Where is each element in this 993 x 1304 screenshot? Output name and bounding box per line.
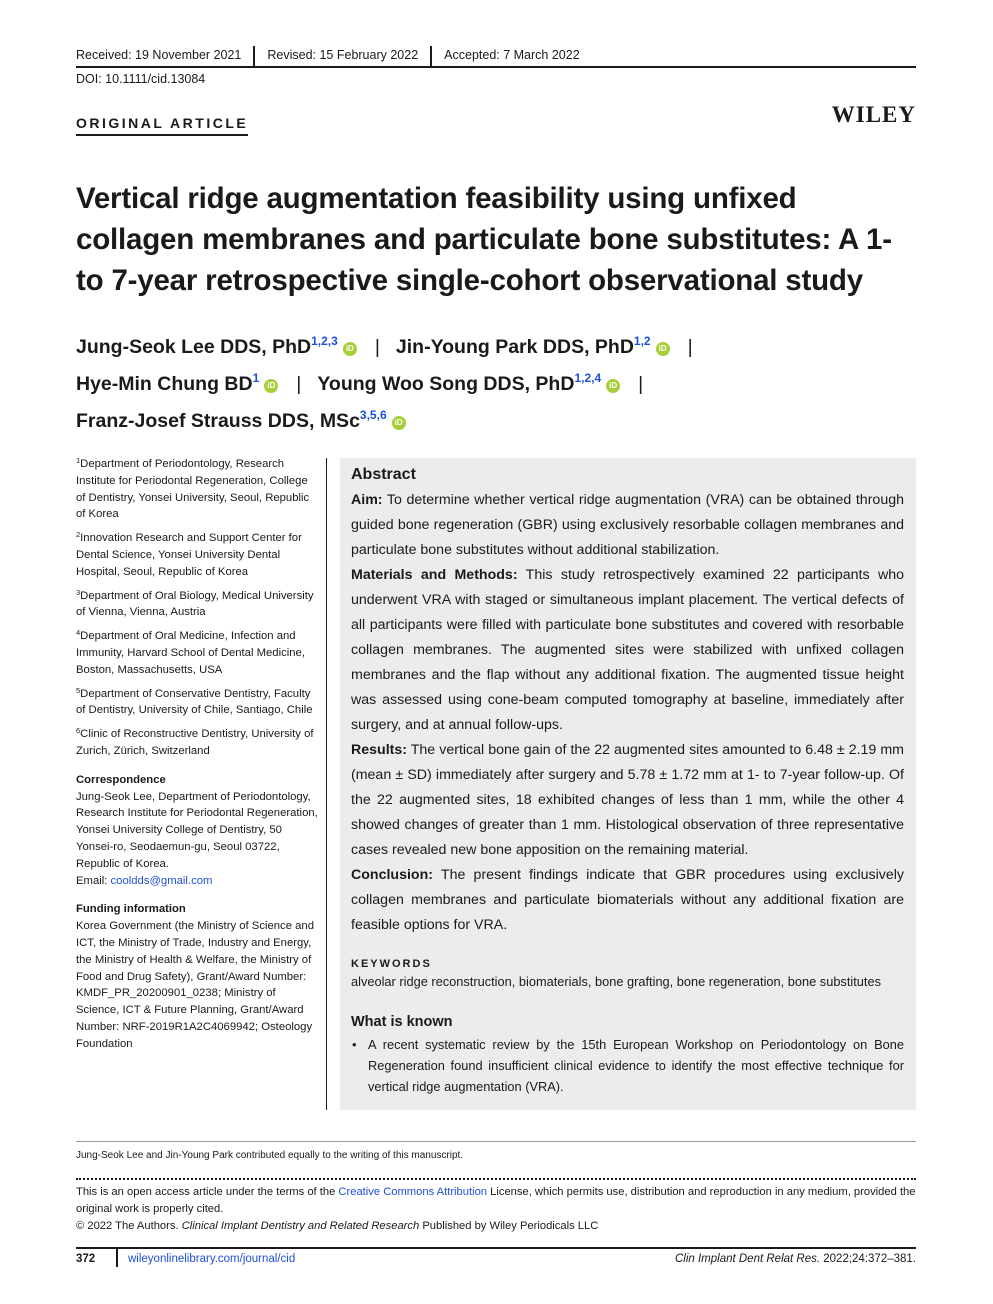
keywords-text: alveolar ridge reconstruction, biomaterials, bone grafting, bone regeneration, bone substitutes — [351, 974, 881, 989]
bullet-icon: • — [352, 1037, 357, 1052]
author[interactable]: Franz-Josef Strauss DDS, MSc$^{3,5,6}$ — [76, 408, 387, 432]
column-divider — [326, 458, 327, 1110]
abstract-methods: Materials and Methods: This study retrospectively examined 22 participants who underwent VRA with staged or simultaneous implant placement. The vertical defects of all participants were filled with particulate bone substitutes and covered with resorbable collagen membranes. The augmented sites were stabilized with unfixed collagen membranes and the flap without any additional fixation. The augmented tissue height was assessed using cone-beam computed tomography at baseline, immediately after surgery, and at annual follow-ups. — [351, 567, 904, 733]
abstract-heading: Abstract — [351, 466, 416, 483]
license-link[interactable]: Creative Commons Attribution — [338, 1186, 488, 1198]
contribution-note: Jung-Seok Lee and Jin-Young Park contributed equally to the writing of this manuscript. — [76, 1150, 464, 1161]
section-label: ORIGINAL ARTICLE — [76, 115, 248, 136]
author-list — [76, 326, 916, 437]
author[interactable]: Young Woo Song DDS, PhD$^{1,2,4}$ — [317, 371, 602, 395]
orcid-icon[interactable]: iD — [264, 379, 278, 393]
revised-date: Revised: 15 February 2022 — [253, 46, 430, 66]
orcid-icon[interactable]: iD — [656, 342, 670, 356]
author-line — [76, 326, 916, 363]
page-number: 372 — [76, 1253, 96, 1265]
accepted-date: Accepted: 7 March 2022 — [430, 46, 592, 66]
affiliation: $^3$Department of Oral Biology, Medical University of Vienna, Vienna, Austria — [76, 587, 314, 619]
author-separator: | — [687, 336, 693, 358]
author-separator: | — [374, 336, 380, 358]
author[interactable]: Hye-Min Chung $BD^1$ — [76, 371, 260, 395]
correspondence-text: Jung-Seok Lee, Department of Periodontology, Research Institute for Periodontal Regeneration, Yonsei University College of Dentistry, 50 Yonsei-ro, Seodaemun-gu, Seoul 03722, Republic of Korea. Email: cooldds@gmail.com — [76, 790, 318, 887]
author[interactable]: Jung-Seok Lee DDS, PhD$^{1,2,3}$ — [76, 334, 338, 358]
orcid-icon[interactable]: iD — [343, 342, 357, 356]
orcid-icon[interactable]: iD — [606, 379, 620, 393]
author-line — [76, 400, 916, 437]
journal-citation: Clin Implant Dent Relat Res. 2022;24:372–381. — [674, 1253, 916, 1265]
article-title: Vertical ridge augmentation feasibility using unfixed collagen membranes and particulate bone substitutes: A 1- to 7-year retrospective single-cohort observational study — [76, 182, 892, 297]
copyright-note: © 2022 The Authors. Clinical Implant Dentistry and Related Research Published by Wiley Periodicals LLC — [76, 1220, 599, 1232]
footer-divider — [116, 1249, 118, 1267]
abstract-results: Results: The vertical bone gain of the 22 augmented sites amounted to 6.48 ± 2.19 mm (mean ± SD) immediately after surgery and 5.78 ± 1.72 mm at 1- to 7-year follow-up. Of the 22 augmented sites, 18 exhibited changes of less than 1 mm, while the other 4 showed changes of greater than 1 mm. Histological observation of three representative cases revealed new bone apposition on the remaining material. — [351, 742, 904, 858]
affiliation: $^2$Innovation Research and Support Center for Dental Science, Yonsei University Dental Hospital, Seoul, Republic of Korea — [76, 530, 302, 578]
publisher-logo: WILEY — [831, 102, 916, 127]
footnote-rule — [76, 1141, 916, 1142]
funding-heading: Funding information — [76, 903, 186, 916]
author-line — [76, 363, 916, 400]
list-item: • A recent systematic review by the 15th European Workshop on Periodontology on Bone Regeneration found insufficient clinical evidence to identify the most effective technique for vertical ridge augmentation (VRA). — [351, 1034, 904, 1097]
article-info-column — [76, 453, 318, 1053]
author-separator: | — [638, 373, 644, 395]
abstract-box — [340, 458, 916, 1110]
article-dates — [76, 46, 916, 68]
affiliation: $^6$Clinic of Reconstructive Dentistry, University of Zurich, Zürich, Switzerland — [76, 726, 314, 757]
affiliation: $^4$Department of Oral Medicine, Infection and Immunity, Harvard School of Dental Medicine, Boston, Massachusetts, USA — [76, 628, 305, 676]
affiliation: $^5$Department of Conservative Dentistry, Faculty of Dentistry, University of Chile, Santiago, Chile — [76, 685, 313, 717]
affiliation: $^1$Department of Periodontology, Research Institute for Periodontal Regeneration, College of Dentistry, Yonsei University, Seoul, Republic of Korea — [76, 456, 310, 521]
footnote-dotted-rule — [76, 1178, 916, 1180]
doi[interactable]: DOI: 10.1111/cid.13084 — [76, 72, 206, 86]
author-separator: | — [296, 373, 302, 395]
author[interactable]: Jin-Young Park DDS, PhD$^{1,2}$ — [395, 334, 651, 358]
abstract-conclusion: Conclusion: The present findings indicate that GBR procedures using exclusively collagen membranes and particulate biomaterials without any additional fixation are feasible options for VRA. — [351, 867, 904, 933]
license-note: This is an open access article under the terms of the Creative Commons Attribution License, which permits use, distribution and reproduction in any medium, provided the original work is properly cited. © 2022 The Authors. Clinical Implant Dentistry and Related Research Published by Wiley Periodicals LLC — [76, 1184, 916, 1235]
funding-text: Korea Government (the Ministry of Science and ICT, the Ministry of Trade, Industry and Energy, the Ministry of Health & Welfare, the Ministry of Food and Drug Safety), Grant/Award Number: KMDF_PR_20200901_0238; Ministry of Science, ICT & Future Planning, Grant/Award Number: NRF-2019R1A2C4069942; Osteology Foundation — [76, 920, 314, 1050]
journal-url-link[interactable]: wileyonlinelibrary.com/journal/cid — [128, 1253, 296, 1265]
correspondence-heading: Correspondence — [76, 773, 166, 786]
page-footer — [76, 1247, 916, 1267]
keywords-heading: KEYWORDS — [351, 958, 432, 970]
email-link[interactable]: cooldds@gmail.com — [110, 874, 213, 887]
orcid-icon[interactable]: iD — [392, 416, 406, 430]
what-is-known-heading: What is known — [351, 1014, 453, 1030]
received-date: Received: 19 November 2021 — [76, 48, 242, 62]
abstract-aim: Aim: To determine whether vertical ridge augmentation (VRA) can be obtained through guided bone regeneration (GBR) using exclusively resorbable collagen membranes and particulate bone substitutes without additional stabilization. — [351, 492, 904, 558]
